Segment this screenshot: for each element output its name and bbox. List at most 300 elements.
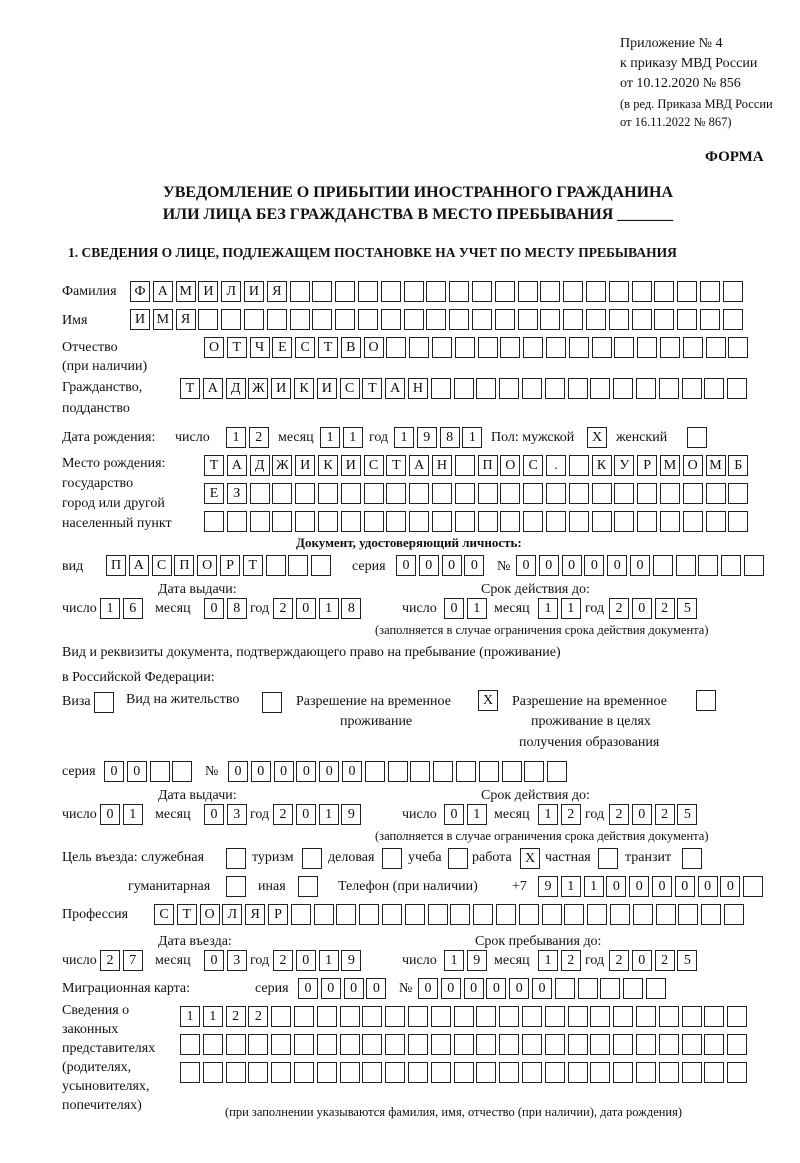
- char-cell[interactable]: 0: [344, 978, 364, 999]
- char-cell[interactable]: [381, 309, 401, 330]
- char-cell[interactable]: 0: [274, 761, 294, 782]
- char-cell[interactable]: [433, 761, 453, 782]
- char-cell[interactable]: [569, 455, 589, 476]
- right-series-field[interactable]: [104, 761, 192, 782]
- id-number-field[interactable]: [516, 555, 764, 576]
- char-cell[interactable]: 0: [652, 876, 672, 897]
- char-cell[interactable]: [590, 1034, 610, 1055]
- char-cell[interactable]: [518, 309, 538, 330]
- char-cell[interactable]: [545, 1006, 565, 1027]
- char-cell[interactable]: [409, 483, 429, 504]
- char-cell[interactable]: [677, 309, 697, 330]
- char-cell[interactable]: [502, 761, 522, 782]
- char-cell[interactable]: [546, 511, 566, 532]
- char-cell[interactable]: 0: [296, 598, 316, 619]
- char-cell[interactable]: 9: [417, 427, 437, 448]
- char-cell[interactable]: Ч: [250, 337, 270, 358]
- char-cell[interactable]: 1: [462, 427, 482, 448]
- char-cell[interactable]: 1: [319, 950, 339, 971]
- char-cell[interactable]: [385, 1034, 405, 1055]
- char-cell[interactable]: И: [198, 281, 218, 302]
- char-cell[interactable]: 0: [509, 978, 529, 999]
- char-cell[interactable]: [180, 1034, 200, 1055]
- char-cell[interactable]: Ж: [248, 378, 268, 399]
- char-cell[interactable]: [385, 1062, 405, 1083]
- char-cell[interactable]: [499, 378, 519, 399]
- char-cell[interactable]: [271, 1006, 291, 1027]
- purpose-other-checkbox[interactable]: [298, 876, 318, 897]
- char-cell[interactable]: [518, 281, 538, 302]
- char-cell[interactable]: [314, 904, 334, 925]
- id-valid-day-field[interactable]: [444, 598, 487, 619]
- char-cell[interactable]: Я: [245, 904, 265, 925]
- char-cell[interactable]: [449, 281, 469, 302]
- char-cell[interactable]: 5: [677, 598, 697, 619]
- char-cell[interactable]: 2: [273, 598, 293, 619]
- char-cell[interactable]: [723, 281, 743, 302]
- char-cell[interactable]: 1: [467, 598, 487, 619]
- char-cell[interactable]: Я: [267, 281, 287, 302]
- char-cell[interactable]: Б: [728, 455, 748, 476]
- char-cell[interactable]: Д: [226, 378, 246, 399]
- char-cell[interactable]: П: [174, 555, 194, 576]
- char-cell[interactable]: [318, 483, 338, 504]
- char-cell[interactable]: [409, 511, 429, 532]
- char-cell[interactable]: [454, 1006, 474, 1027]
- char-cell[interactable]: 0: [675, 876, 695, 897]
- birthplace-field[interactable]: [204, 483, 748, 504]
- char-cell[interactable]: [388, 761, 408, 782]
- char-cell[interactable]: 3: [227, 804, 247, 825]
- char-cell[interactable]: А: [129, 555, 149, 576]
- char-cell[interactable]: С: [152, 555, 172, 576]
- char-cell[interactable]: [431, 378, 451, 399]
- char-cell[interactable]: 1: [467, 804, 487, 825]
- char-cell[interactable]: Т: [386, 455, 406, 476]
- char-cell[interactable]: 9: [467, 950, 487, 971]
- char-cell[interactable]: 1: [203, 1006, 223, 1027]
- char-cell[interactable]: [476, 1062, 496, 1083]
- char-cell[interactable]: [341, 511, 361, 532]
- char-cell[interactable]: [405, 904, 425, 925]
- char-cell[interactable]: [271, 1034, 291, 1055]
- char-cell[interactable]: 6: [123, 598, 143, 619]
- checkbox-cell[interactable]: [94, 692, 114, 713]
- residence-checkbox[interactable]: [262, 692, 282, 713]
- char-cell[interactable]: [226, 1062, 246, 1083]
- char-cell[interactable]: [295, 483, 315, 504]
- char-cell[interactable]: С: [523, 455, 543, 476]
- char-cell[interactable]: .: [546, 455, 566, 476]
- char-cell[interactable]: М: [176, 281, 196, 302]
- char-cell[interactable]: [500, 511, 520, 532]
- right-valid-day-field[interactable]: [444, 804, 487, 825]
- char-cell[interactable]: 0: [396, 555, 416, 576]
- right-issue-year-field[interactable]: [273, 804, 361, 825]
- char-cell[interactable]: 0: [486, 978, 506, 999]
- char-cell[interactable]: [312, 309, 332, 330]
- char-cell[interactable]: И: [130, 309, 150, 330]
- char-cell[interactable]: [563, 281, 583, 302]
- char-cell[interactable]: [473, 904, 493, 925]
- stay-day-field[interactable]: [444, 950, 487, 971]
- right-issue-month-field[interactable]: [204, 804, 247, 825]
- char-cell[interactable]: [454, 1034, 474, 1055]
- char-cell[interactable]: [410, 761, 430, 782]
- char-cell[interactable]: [683, 511, 703, 532]
- char-cell[interactable]: 8: [227, 598, 247, 619]
- char-cell[interactable]: 1: [180, 1006, 200, 1027]
- char-cell[interactable]: [564, 904, 584, 925]
- char-cell[interactable]: [478, 511, 498, 532]
- char-cell[interactable]: 2: [609, 598, 629, 619]
- char-cell[interactable]: [610, 904, 630, 925]
- char-cell[interactable]: М: [660, 455, 680, 476]
- char-cell[interactable]: 1: [538, 598, 558, 619]
- purpose-official-checkbox[interactable]: [226, 848, 246, 869]
- visa-checkbox[interactable]: [94, 692, 114, 713]
- char-cell[interactable]: [290, 281, 310, 302]
- char-cell[interactable]: 0: [539, 555, 559, 576]
- char-cell[interactable]: [204, 511, 224, 532]
- purpose-business-checkbox[interactable]: [382, 848, 402, 869]
- char-cell[interactable]: [653, 555, 673, 576]
- char-cell[interactable]: [727, 1034, 747, 1055]
- char-cell[interactable]: 1: [319, 598, 339, 619]
- char-cell[interactable]: [428, 904, 448, 925]
- char-cell[interactable]: Т: [227, 337, 247, 358]
- char-cell[interactable]: 1: [584, 876, 604, 897]
- entry-day-field[interactable]: [100, 950, 143, 971]
- checkbox-cell[interactable]: [298, 876, 318, 897]
- char-cell[interactable]: Ф: [130, 281, 150, 302]
- char-cell[interactable]: Е: [204, 483, 224, 504]
- char-cell[interactable]: 0: [442, 555, 462, 576]
- char-cell[interactable]: [728, 511, 748, 532]
- checkbox-cell[interactable]: X: [478, 690, 498, 711]
- representatives-field[interactable]: [180, 1006, 747, 1027]
- char-cell[interactable]: [476, 1006, 496, 1027]
- char-cell[interactable]: [614, 511, 634, 532]
- char-cell[interactable]: [522, 1006, 542, 1027]
- char-cell[interactable]: 1: [561, 876, 581, 897]
- char-cell[interactable]: [472, 309, 492, 330]
- char-cell[interactable]: П: [478, 455, 498, 476]
- char-cell[interactable]: 0: [100, 804, 120, 825]
- entry-year-field[interactable]: [273, 950, 361, 971]
- char-cell[interactable]: [478, 337, 498, 358]
- char-cell[interactable]: О: [204, 337, 224, 358]
- char-cell[interactable]: А: [385, 378, 405, 399]
- char-cell[interactable]: [744, 555, 764, 576]
- char-cell[interactable]: М: [706, 455, 726, 476]
- char-cell[interactable]: [271, 1062, 291, 1083]
- char-cell[interactable]: [455, 511, 475, 532]
- mig-series-field[interactable]: [298, 978, 386, 999]
- char-cell[interactable]: [364, 483, 384, 504]
- char-cell[interactable]: [727, 378, 747, 399]
- char-cell[interactable]: [362, 1062, 382, 1083]
- id-issue-month-field[interactable]: [204, 598, 247, 619]
- char-cell[interactable]: [660, 511, 680, 532]
- char-cell[interactable]: Н: [408, 378, 428, 399]
- char-cell[interactable]: [637, 483, 657, 504]
- checkbox-cell[interactable]: [382, 848, 402, 869]
- char-cell[interactable]: [386, 511, 406, 532]
- char-cell[interactable]: [682, 1006, 702, 1027]
- char-cell[interactable]: [272, 511, 292, 532]
- char-cell[interactable]: [609, 309, 629, 330]
- char-cell[interactable]: [659, 1062, 679, 1083]
- char-cell[interactable]: [409, 337, 429, 358]
- char-cell[interactable]: [659, 1006, 679, 1027]
- char-cell[interactable]: [683, 483, 703, 504]
- char-cell[interactable]: 1: [444, 950, 464, 971]
- char-cell[interactable]: 0: [104, 761, 124, 782]
- char-cell[interactable]: [700, 281, 720, 302]
- char-cell[interactable]: В: [341, 337, 361, 358]
- char-cell[interactable]: 0: [319, 761, 339, 782]
- char-cell[interactable]: [590, 1006, 610, 1027]
- char-cell[interactable]: 1: [226, 427, 246, 448]
- char-cell[interactable]: 2: [609, 804, 629, 825]
- char-cell[interactable]: [267, 309, 287, 330]
- char-cell[interactable]: 2: [273, 950, 293, 971]
- char-cell[interactable]: 0: [298, 978, 318, 999]
- char-cell[interactable]: 0: [562, 555, 582, 576]
- char-cell[interactable]: [404, 309, 424, 330]
- char-cell[interactable]: [499, 1006, 519, 1027]
- char-cell[interactable]: [364, 511, 384, 532]
- stay-month-field[interactable]: [538, 950, 581, 971]
- char-cell[interactable]: [637, 337, 657, 358]
- sex-male-checkbox[interactable]: [587, 427, 607, 448]
- char-cell[interactable]: 5: [677, 950, 697, 971]
- char-cell[interactable]: [547, 761, 567, 782]
- char-cell[interactable]: 0: [204, 804, 224, 825]
- char-cell[interactable]: [540, 309, 560, 330]
- char-cell[interactable]: [590, 1062, 610, 1083]
- char-cell[interactable]: [721, 555, 741, 576]
- char-cell[interactable]: [704, 378, 724, 399]
- char-cell[interactable]: О: [364, 337, 384, 358]
- char-cell[interactable]: [656, 904, 676, 925]
- char-cell[interactable]: [172, 761, 192, 782]
- char-cell[interactable]: 9: [341, 950, 361, 971]
- char-cell[interactable]: Т: [204, 455, 224, 476]
- char-cell[interactable]: [495, 281, 515, 302]
- char-cell[interactable]: Т: [318, 337, 338, 358]
- char-cell[interactable]: 0: [444, 804, 464, 825]
- char-cell[interactable]: 0: [204, 950, 224, 971]
- char-cell[interactable]: [600, 978, 620, 999]
- char-cell[interactable]: 8: [341, 598, 361, 619]
- char-cell[interactable]: 1: [123, 804, 143, 825]
- char-cell[interactable]: 1: [538, 950, 558, 971]
- char-cell[interactable]: [472, 281, 492, 302]
- char-cell[interactable]: 0: [532, 978, 552, 999]
- char-cell[interactable]: К: [294, 378, 314, 399]
- char-cell[interactable]: Р: [220, 555, 240, 576]
- char-cell[interactable]: [203, 1062, 223, 1083]
- purpose-tourism-checkbox[interactable]: [302, 848, 322, 869]
- id-issue-year-field[interactable]: [273, 598, 361, 619]
- sex-female-checkbox[interactable]: [687, 427, 707, 448]
- char-cell[interactable]: [358, 281, 378, 302]
- char-cell[interactable]: [522, 1034, 542, 1055]
- char-cell[interactable]: [637, 511, 657, 532]
- char-cell[interactable]: И: [341, 455, 361, 476]
- char-cell[interactable]: [250, 511, 270, 532]
- char-cell[interactable]: [359, 904, 379, 925]
- char-cell[interactable]: 0: [698, 876, 718, 897]
- char-cell[interactable]: [340, 1006, 360, 1027]
- checkbox-cell[interactable]: [262, 692, 282, 713]
- char-cell[interactable]: 1: [320, 427, 340, 448]
- char-cell[interactable]: [568, 1006, 588, 1027]
- char-cell[interactable]: [408, 1034, 428, 1055]
- char-cell[interactable]: [408, 1006, 428, 1027]
- checkbox-cell[interactable]: [226, 848, 246, 869]
- char-cell[interactable]: 0: [632, 950, 652, 971]
- char-cell[interactable]: [227, 511, 247, 532]
- char-cell[interactable]: [248, 1062, 268, 1083]
- char-cell[interactable]: [698, 555, 718, 576]
- char-cell[interactable]: Т: [362, 378, 382, 399]
- checkbox-cell[interactable]: [682, 848, 702, 869]
- char-cell[interactable]: О: [197, 555, 217, 576]
- char-cell[interactable]: [723, 309, 743, 330]
- char-cell[interactable]: [578, 978, 598, 999]
- char-cell[interactable]: [432, 483, 452, 504]
- purpose-work-checkbox[interactable]: [520, 848, 540, 869]
- char-cell[interactable]: [633, 904, 653, 925]
- char-cell[interactable]: 0: [584, 555, 604, 576]
- char-cell[interactable]: А: [153, 281, 173, 302]
- char-cell[interactable]: [340, 1062, 360, 1083]
- char-cell[interactable]: [294, 1006, 314, 1027]
- char-cell[interactable]: 0: [516, 555, 536, 576]
- char-cell[interactable]: 1: [100, 598, 120, 619]
- char-cell[interactable]: М: [153, 309, 173, 330]
- char-cell[interactable]: [180, 1062, 200, 1083]
- char-cell[interactable]: [568, 1034, 588, 1055]
- char-cell[interactable]: [623, 978, 643, 999]
- temp-checkbox[interactable]: [478, 690, 498, 711]
- char-cell[interactable]: [523, 337, 543, 358]
- char-cell[interactable]: И: [271, 378, 291, 399]
- char-cell[interactable]: [455, 455, 475, 476]
- char-cell[interactable]: [728, 483, 748, 504]
- id-issue-day-field[interactable]: [100, 598, 143, 619]
- char-cell[interactable]: [150, 761, 170, 782]
- char-cell[interactable]: [294, 1062, 314, 1083]
- char-cell[interactable]: 2: [100, 950, 120, 971]
- char-cell[interactable]: Ж: [272, 455, 292, 476]
- char-cell[interactable]: З: [227, 483, 247, 504]
- char-cell[interactable]: Д: [250, 455, 270, 476]
- char-cell[interactable]: К: [592, 455, 612, 476]
- char-cell[interactable]: Р: [268, 904, 288, 925]
- char-cell[interactable]: [386, 483, 406, 504]
- purpose-humanitarian-checkbox[interactable]: [226, 876, 246, 897]
- patronymic-field[interactable]: [204, 337, 748, 358]
- char-cell[interactable]: 0: [720, 876, 740, 897]
- char-cell[interactable]: [614, 337, 634, 358]
- char-cell[interactable]: [456, 761, 476, 782]
- char-cell[interactable]: Е: [272, 337, 292, 358]
- char-cell[interactable]: [569, 511, 589, 532]
- char-cell[interactable]: [244, 309, 264, 330]
- char-cell[interactable]: [432, 511, 452, 532]
- char-cell[interactable]: [587, 904, 607, 925]
- char-cell[interactable]: С: [340, 378, 360, 399]
- char-cell[interactable]: [646, 978, 666, 999]
- char-cell[interactable]: [500, 337, 520, 358]
- char-cell[interactable]: [569, 483, 589, 504]
- char-cell[interactable]: [431, 1062, 451, 1083]
- char-cell[interactable]: 0: [204, 598, 224, 619]
- char-cell[interactable]: [312, 281, 332, 302]
- char-cell[interactable]: Т: [180, 378, 200, 399]
- purpose-transit-checkbox[interactable]: [682, 848, 702, 869]
- char-cell[interactable]: 0: [464, 555, 484, 576]
- checkbox-cell[interactable]: [598, 848, 618, 869]
- char-cell[interactable]: А: [203, 378, 223, 399]
- profession-field[interactable]: [154, 904, 744, 925]
- char-cell[interactable]: [678, 904, 698, 925]
- char-cell[interactable]: 0: [321, 978, 341, 999]
- char-cell[interactable]: 1: [319, 804, 339, 825]
- char-cell[interactable]: [318, 511, 338, 532]
- char-cell[interactable]: [248, 1034, 268, 1055]
- char-cell[interactable]: [706, 511, 726, 532]
- char-cell[interactable]: 0: [632, 804, 652, 825]
- char-cell[interactable]: [682, 378, 702, 399]
- char-cell[interactable]: [496, 904, 516, 925]
- char-cell[interactable]: 2: [561, 950, 581, 971]
- char-cell[interactable]: [660, 337, 680, 358]
- char-cell[interactable]: [408, 1062, 428, 1083]
- char-cell[interactable]: [728, 337, 748, 358]
- char-cell[interactable]: [385, 1006, 405, 1027]
- name-field[interactable]: [130, 309, 743, 330]
- char-cell[interactable]: [542, 904, 562, 925]
- char-cell[interactable]: О: [500, 455, 520, 476]
- char-cell[interactable]: С: [154, 904, 174, 925]
- char-cell[interactable]: [613, 1034, 633, 1055]
- char-cell[interactable]: [341, 483, 361, 504]
- char-cell[interactable]: [563, 309, 583, 330]
- char-cell[interactable]: П: [106, 555, 126, 576]
- char-cell[interactable]: [335, 281, 355, 302]
- char-cell[interactable]: И: [244, 281, 264, 302]
- char-cell[interactable]: О: [683, 455, 703, 476]
- checkbox-cell[interactable]: [448, 848, 468, 869]
- char-cell[interactable]: [386, 337, 406, 358]
- char-cell[interactable]: [546, 483, 566, 504]
- char-cell[interactable]: [704, 1062, 724, 1083]
- representatives-field[interactable]: [180, 1034, 747, 1055]
- char-cell[interactable]: [613, 378, 633, 399]
- id-valid-year-field[interactable]: [609, 598, 697, 619]
- char-cell[interactable]: [682, 1034, 702, 1055]
- char-cell[interactable]: [592, 337, 612, 358]
- char-cell[interactable]: [555, 978, 575, 999]
- birthplace-field[interactable]: [204, 511, 748, 532]
- char-cell[interactable]: 0: [366, 978, 386, 999]
- char-cell[interactable]: [724, 904, 744, 925]
